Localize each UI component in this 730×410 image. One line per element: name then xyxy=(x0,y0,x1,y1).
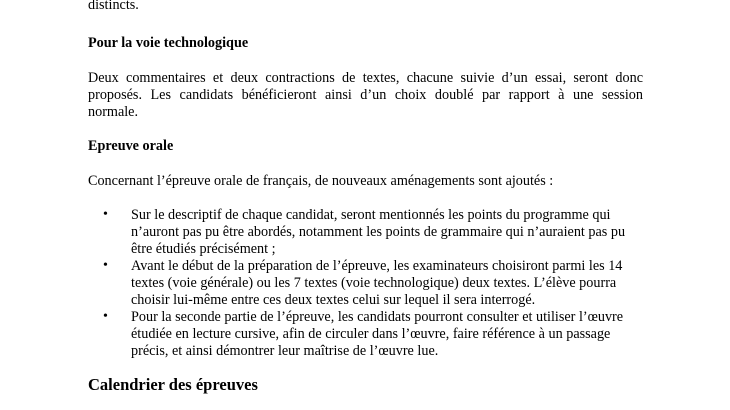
bullet-icon: • xyxy=(103,309,108,324)
bullet-line: précis, et ainsi démontrer leur maîtrise de l’œuvre lue. xyxy=(131,343,439,359)
bullet-line: choisir lui-même entre ces deux textes celui sur lequel il sera interrogé. xyxy=(131,292,536,308)
bullet-line: Pour la seconde partie de l’épreuve, les candidats pourront consulter et utiliser l’œuvre xyxy=(131,309,624,325)
bullet-line: textes (voie générale) ou les 7 textes (voie technologique) deux textes. L’élève pourra xyxy=(131,275,617,291)
heading-calendrier: Calendrier des épreuves xyxy=(88,375,258,394)
heading-epreuve-orale: Epreuve orale xyxy=(88,138,174,154)
techno-paragraph-line: normale. xyxy=(88,104,139,120)
heading-voie-technologique: Pour la voie technologique xyxy=(88,35,249,51)
bullet-icon: • xyxy=(103,207,108,222)
techno-paragraph-line: proposés. Les candidats bénéficieront ainsi d’un choix doublé par rapport à une session xyxy=(88,87,643,103)
bullet-line: Avant le début de la préparation de l’épreuve, les examinateurs choisiront parmi les 14 xyxy=(131,258,623,274)
techno-paragraph-line: Deux commentaires et deux contractions de textes, chacune suivie d’un essai, seront donc xyxy=(88,70,643,86)
bullet-line: être étudiés précisément ; xyxy=(131,241,276,257)
bullet-icon: • xyxy=(103,258,108,273)
bullet-line: Sur le descriptif de chaque candidat, seront mentionnés les points du programme qui xyxy=(131,207,611,223)
bullet-line: étudiée en lecture cursive, afin de circuler dans l’œuvre, faire référence à un passage xyxy=(131,326,611,342)
bullet-line: n’auront pas pu être abordés, notamment les points de grammaire qui n’auraient pas pu xyxy=(131,224,626,240)
intro-tail-text: distincts. xyxy=(88,0,139,13)
oral-intro-text: Concernant l’épreuve orale de français, de nouveaux aménagements sont ajoutés : xyxy=(88,173,554,189)
